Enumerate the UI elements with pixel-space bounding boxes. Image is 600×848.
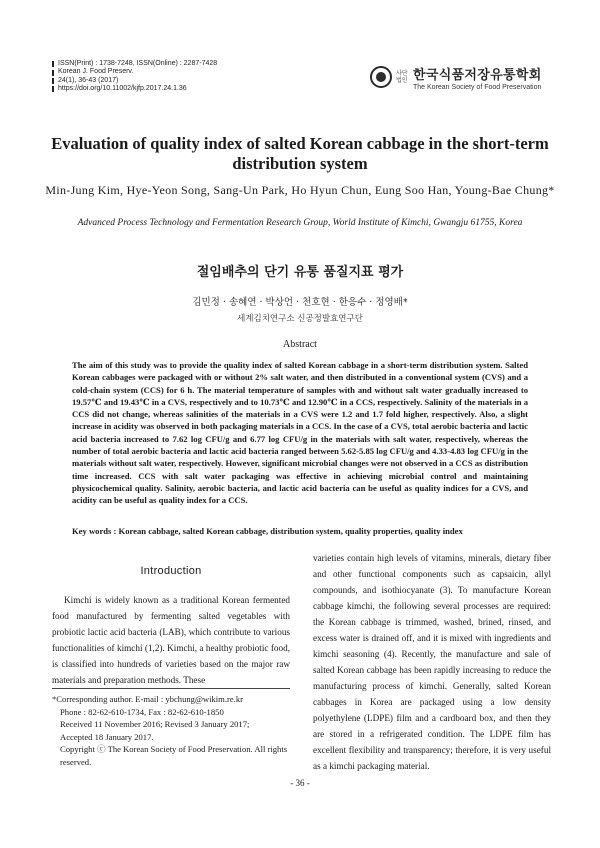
korean-author-list: 김민정 · 송혜연 · 박상언 · 천호현 · 한응수 · 정영배* bbox=[192, 297, 408, 308]
affiliation: Advanced Process Technology and Fermentation Research Group, World Institute of Kimchi, Gwangju 61755, Korea bbox=[77, 218, 523, 228]
bullet-bar-icon bbox=[52, 78, 54, 84]
society-name-english: The Korean Society of Food Preservation bbox=[413, 83, 542, 91]
journal-name-line: Korean J. Food Preserv. bbox=[52, 68, 312, 76]
page-number: - 36 - bbox=[290, 778, 310, 788]
journal-volume-line: 24(1), 36-43 (2017) bbox=[52, 77, 312, 85]
paper-title: Evaluation of quality index of salted Korean cabbage in the short-term distribution system bbox=[51, 134, 549, 173]
footnote-divider bbox=[52, 688, 290, 689]
correspondence-footnote bbox=[52, 693, 290, 768]
keywords: Key words : Korean cabbage, salted Korean cabbage, distribution system, quality properties, quality index bbox=[72, 526, 463, 536]
footnote-received-line: Received 11 November 2016; Revised 3 January 2017; bbox=[60, 719, 250, 729]
journal-issn-line: ISSN(Print) : 1738-7248, ISSN(Online) : 2287-7428 bbox=[52, 60, 312, 68]
society-name-korean: 한국식품저장유통학회 bbox=[413, 67, 542, 83]
korean-affiliation: 세계김치연구소 신공정발효연구단 bbox=[237, 314, 363, 324]
section-heading-introduction: Introduction bbox=[140, 565, 202, 577]
journal-doi-line[interactable]: https://doi.org/10.11002/kjfp.2017.24.1.36 bbox=[52, 85, 312, 93]
right-column bbox=[313, 550, 551, 774]
footnote-email-line: *Corresponding author. E-mail : ybchung@wikim.re.kr bbox=[52, 694, 243, 704]
left-column bbox=[52, 565, 290, 688]
abstract-body: The aim of this study was to provide the quality index of salted Korean cabbage in a short-term distribution system. Salted Korean cabbages were packaged with or without 2% salt water, and then distributed in a conventional system (CVS) and a cold-chain system (CCS) for 6 h. The material temperature of samples with and without salt water gradually increased to 19.57℃ and 19.43℃ in a CVS, respectively and to 10.73℃ and 12.90℃ in a CCS, respectively. Salinity of the materials in a CCS did not change, whereas salinities of the materials in a CVS were 1.2 and 1.7 fold higher, respectively. Also, a slight increase in acidity was observed in both packaging materials in a CCS. In the case of a CVS, total aerobic bacteria and lactic acid bacteria increased to 7.62 log CFU/g and 6.77 log CFU/g in the materials with salt water, respectively, whereas the number of total aerobic bacteria and lactic acid bacteria ranged between 5.62-5.85 log CFU/g and 4.33-4.83 log CFU/g in the materials without salt water, respectively. However, significant microbial changes were not observed in a CCS as distribution time increased. CCS with salt water packaging was effective in achieving microbial control and maintaining physicochemical quality. Salinity, aerobic bacteria, and lactic acid bacteria can be useful as quality indices for a CVS, and acidity can be useful as quality index for a CCS. bbox=[72, 360, 529, 506]
society-tag: 사단법인 bbox=[396, 70, 408, 84]
footnote-accepted-line: Accepted 18 January 2017. bbox=[60, 731, 154, 742]
journal-info bbox=[52, 60, 312, 94]
footnote-copyright-line: Copyright ⓒ The Korean Society of Food Preservation. All rights reserved. bbox=[60, 744, 288, 767]
bullet-bar-icon bbox=[52, 61, 54, 67]
society-logo bbox=[370, 60, 560, 94]
society-emblem-icon bbox=[370, 66, 392, 88]
footnote-phone-line: Phone : 82-62-610-1734, Fax : 82-62-610-1850 bbox=[60, 706, 224, 717]
body-paragraph: Kimchi is widely known as a traditional Korean fermented food manufactured by fermenting salted vegetables with probiotic lactic acid bacteria (LAB), which contribute to various functionalities of kimchi (1,2). Kimchi, a healthy probiotic food, is classified into hundreds of varieties based on the major raw materials and preparation methods. These bbox=[52, 595, 290, 685]
bullet-bar-icon bbox=[52, 70, 54, 76]
bullet-bar-icon bbox=[52, 86, 54, 92]
abstract-heading: Abstract bbox=[283, 339, 317, 350]
author-list: Min-Jung Kim, Hye-Yeon Song, Sang-Un Park, Ho Hyun Chun, Eung Soo Han, Young-Bae Chung* bbox=[45, 183, 555, 197]
korean-title: 절임배추의 단기 유통 품질지표 평가 bbox=[196, 265, 404, 280]
body-paragraph: varieties contain high levels of vitamins, minerals, dietary fiber and other functional components such as capsaicin, allyl compounds, and isothiocyanate (3). To manufacture Korean cabbage kimchi, the following several processes are required: the Korean cabbage is trimmed, washed, brined, rinsed, and excess water is drained off, and it is mixed with ingredients and kimchi seasoning (4). Recently, the manufacture and sale of salted Korean cabbage has been rapidly increasing to reduce the manufacturing process of kimchi. Generally, salted Korean cabbages in Korea are packaged using a low density polyethylene (LDPE) film and a cardboard box, and then they are stored in a refrigerated condition. The LDPE film has excellent flexibility and transparency; therefore, it is very useful as a kimchi packaging material. bbox=[313, 553, 551, 771]
